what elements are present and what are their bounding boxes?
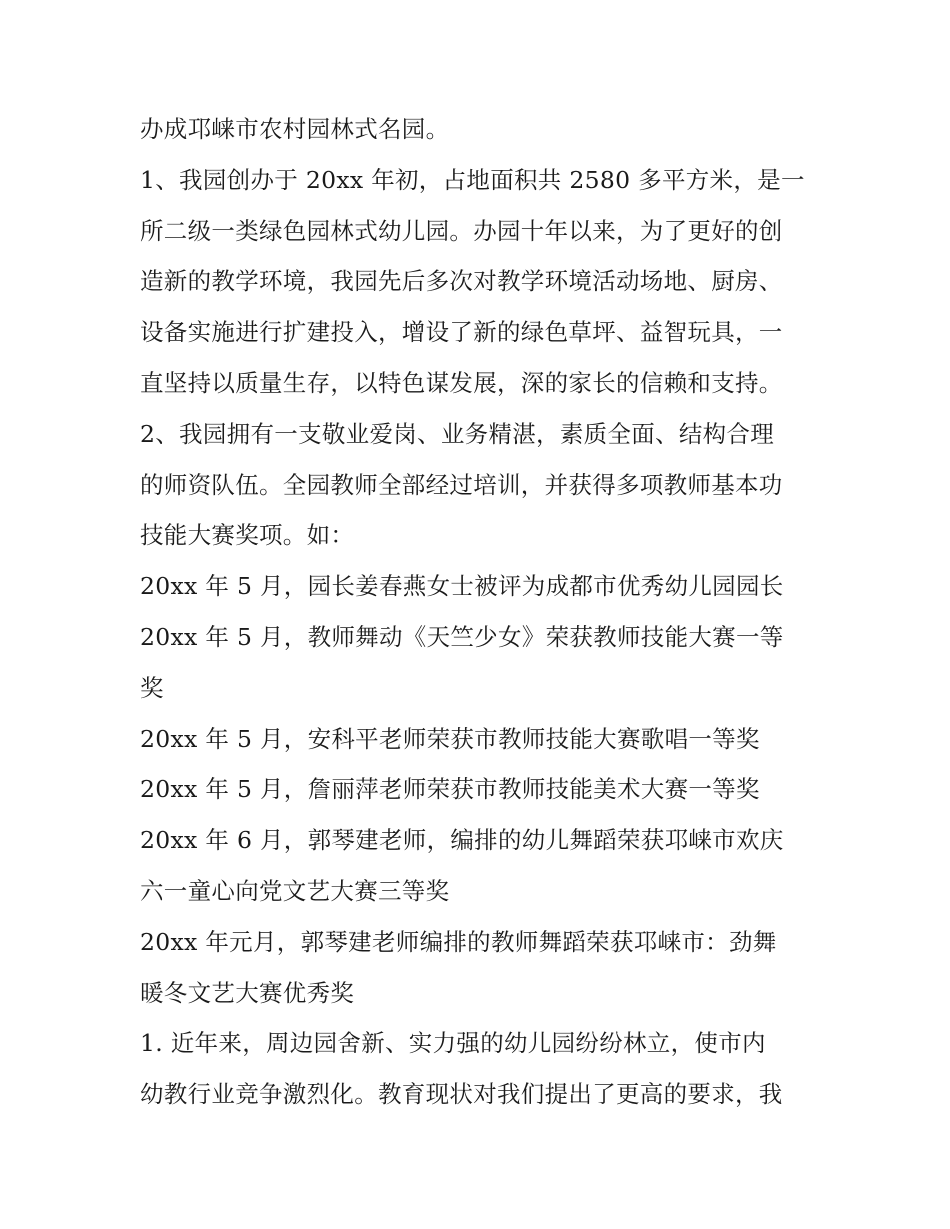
text-line: 幼教行业竞争激烈化。教育现状对我们提出了更高的要求，我 — [140, 1080, 783, 1109]
text-line: 造新的教学环境，我园先后多次对教学环境活动场地、厨房、 — [140, 267, 783, 296]
text-line: 办成邛崃市农村园林式名园。 — [140, 115, 450, 143]
text-line: 20xx 年 5 月，詹丽萍老师荣获市教师技能美术大赛一等奖 — [140, 775, 760, 804]
text-line: 所二级一类绿色园林式幼儿园。办园十年以来，为了更好的创 — [140, 216, 783, 245]
text-line: 1. 近年来，周边园舍新、实力强的幼儿园纷纷林立，使市内 — [140, 1029, 766, 1058]
text-line: 2、我园拥有一支敬业爱岗、业务精湛，素质全面、结构合理 — [140, 419, 775, 448]
text-line: 暖冬文艺大赛优秀奖 — [140, 978, 355, 1007]
text-line: 20xx 年 5 月，园长姜春燕女士被评为成都市优秀幼儿园园长 — [140, 572, 784, 601]
text-line: 20xx 年 5 月，教师舞动《天竺少女》荣获教师技能大赛一等 — [140, 622, 784, 651]
text-line: 六一童心向党文艺大赛三等奖 — [140, 876, 450, 905]
text-line: 设备实施进行扩建投入，增设了新的绿色草坪、益智玩具，一 — [140, 318, 783, 347]
text-line: 20xx 年 5 月，安科平老师荣获市教师技能大赛歌唱一等奖 — [140, 724, 760, 753]
document-body — [140, 104, 820, 1120]
text-line: 的师资队伍。全园教师全部经过培训，并获得多项教师基本功 — [140, 470, 783, 499]
text-line: 20xx 年元月，郭琴建老师编排的教师舞蹈荣获邛崃市：劲舞 — [140, 927, 777, 956]
text-line: 奖 — [140, 673, 164, 702]
text-line: 1、我园创办于 20xx 年初，占地面积共 2580 多平方米，是一 — [140, 165, 805, 194]
text-line: 20xx 年 6 月，郭琴建老师，编排的幼儿舞蹈荣获邛崃市欢庆 — [140, 826, 784, 855]
text-line: 技能大赛奖项。如： — [140, 521, 355, 550]
text-line: 直坚持以质量生存，以特色谋发展，深的家长的信赖和支持。 — [140, 368, 783, 397]
